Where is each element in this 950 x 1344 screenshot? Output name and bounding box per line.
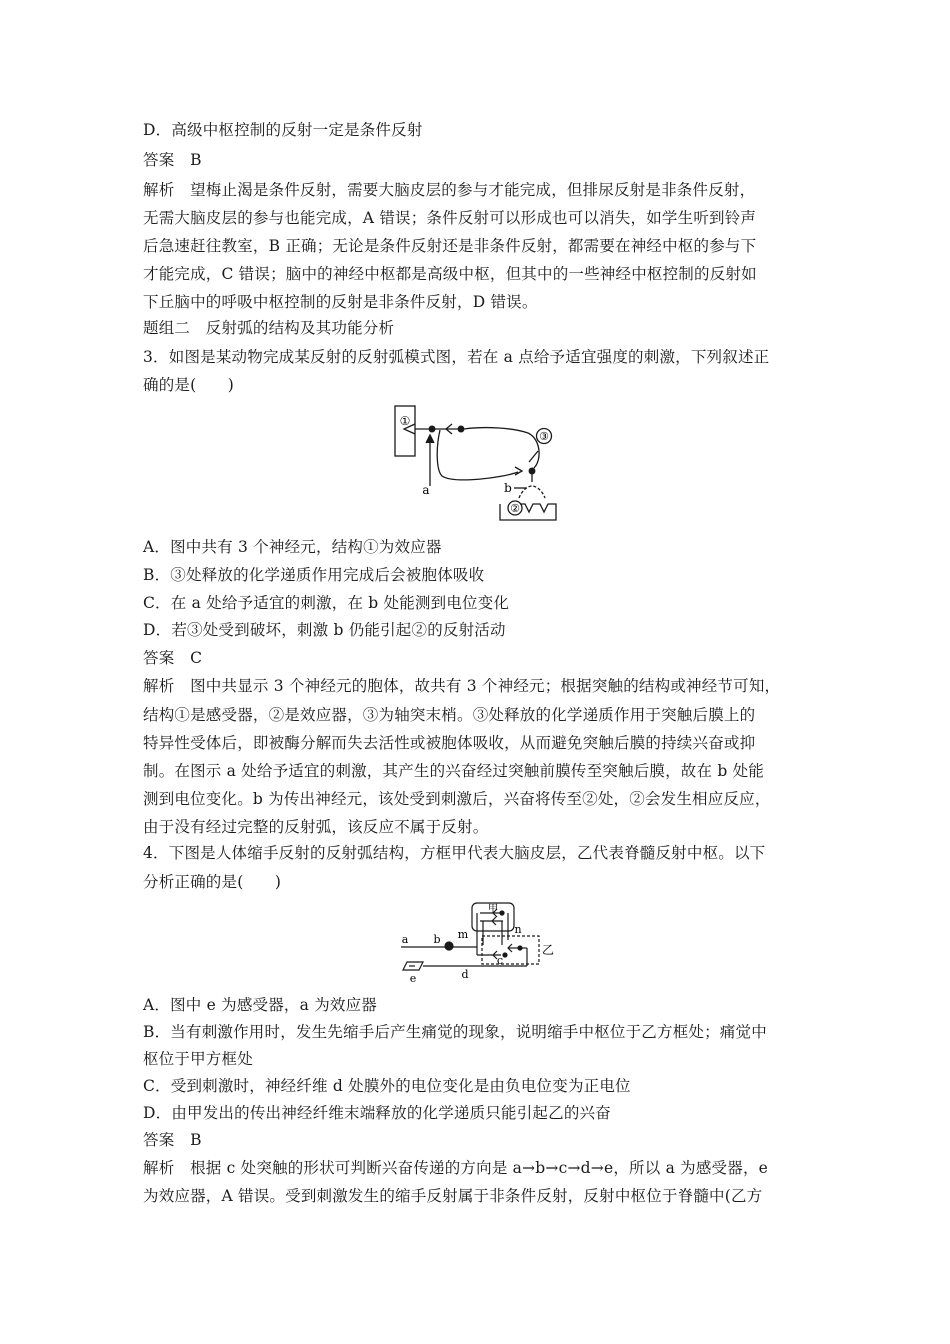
fig1-label-b: b (504, 481, 512, 495)
section-heading: 题组二 反射弧的结构及其功能分析 (143, 319, 395, 337)
analysis-q3-line1: 解析 图中共显示 3 个神经元的胞体，故共有 3 个神经元；根据突触的结构或神经节可知， (143, 677, 781, 695)
q4-option-b-line2: 枢位于甲方框处 (143, 1050, 253, 1068)
analysis-q3-line4: 制。在图示 a 处给予适宜的刺激，其产生的兴奋经过突触前膜传至突触后膜，故在 b 处能 (143, 762, 764, 780)
fig2-label-yi: 乙 (541, 943, 555, 957)
analysis-q4-line2: 为效应器，A 错误。受到刺激发生的缩手反射属于非条件反射，反射中枢位于脊髓中(乙方 (143, 1187, 763, 1205)
analysis-q3-line3: 特异性受体后，即被酶分解而失去活性或被胞体吸收，从而避免突触后膜的持续兴奋或抑 (143, 734, 756, 752)
fig1-label-3: ③ (539, 430, 549, 443)
q4-option-b-line1: B．当有刺激作用时，发生先缩手后产生痛觉的现象，说明缩手中枢位于乙方框处；痛觉中 (143, 1023, 767, 1041)
analysis-q3-line6: 由于没有经过完整的反射弧，该反应不属于反射。 (143, 818, 489, 836)
q4-option-d: D．由甲发出的传出神经纤维末端释放的化学递质只能引起乙的兴奋 (143, 1104, 611, 1122)
question-4-line2: 分析正确的是( ) (143, 873, 282, 891)
analysis-q2-line2: 无需大脑皮层的参与也能完成，A 错误；条件反射可以形成也可以消失，如学生听到铃声 (143, 209, 757, 227)
q3-option-c: C．在 a 处给予适宜的刺激，在 b 处能测到电位变化 (143, 594, 510, 612)
fig2-label-e: e (409, 972, 417, 985)
reflex-arc-figure-1 (390, 402, 565, 524)
option-d-q2: D．高级中枢控制的反射一定是条件反射 (143, 121, 423, 139)
answer-q4: 答案 B (143, 1131, 202, 1149)
analysis-q2-line1: 解析 望梅止渴是条件反射，需要大脑皮层的参与才能完成，但排尿反射是非条件反射， (143, 181, 756, 199)
reflex-arc-figure-2 (393, 900, 568, 985)
analysis-q2-line4: 才能完成，C 错误；脑中的神经中枢都是高级中枢，但其中的一些神经中枢控制的反射如 (143, 265, 757, 283)
fig2-label-a: a (401, 933, 409, 946)
question-4-line1: 4．下图是人体缩手反射的反射弧结构，方框甲代表大脑皮层，乙代表脊髓反射中枢。以下 (143, 844, 766, 862)
question-3-line1: 3．如图是某动物完成某反射的反射弧模式图，若在 a 点给予适宜强度的刺激，下列叙述正 (143, 348, 770, 366)
q3-option-a: A．图中共有 3 个神经元，结构①为效应器 (143, 538, 442, 556)
q3-option-d: D．若③处受到破坏，刺激 b 仍能引起②的反射活动 (143, 621, 506, 639)
answer-q3: 答案 C (143, 649, 203, 667)
q4-option-c: C．受到刺激时，神经纤维 d 处膜外的电位变化是由负电位变为正电位 (143, 1077, 631, 1095)
fig2-label-jia: 甲 (488, 904, 498, 915)
fig1-label-a: a (422, 483, 430, 497)
answer-q2: 答案 B (143, 151, 202, 169)
analysis-q2-line3: 后急速赶往教室，B 正确；无论是条件反射还是非条件反射，都需要在神经中枢的参与下 (143, 237, 757, 255)
fig2-label-b: b (433, 933, 441, 946)
analysis-q4-line1: 解析 根据 c 处突触的形状可判断兴奋传递的方向是 a→b→c→d→e，所以 a 为感受器，e (143, 1159, 769, 1177)
analysis-q2-line5: 下丘脑中的呼吸中枢控制的反射是非条件反射，D 错误。 (143, 293, 538, 311)
analysis-q3-line5: 测到电位变化。b 为传出神经元，该处受到刺激后，兴奋将传至②处，②会发生相应反应， (143, 790, 771, 808)
analysis-q3-line2: 结构①是感受器，②是效应器，③为轴突末梢。③处释放的化学递质作用于突触后膜上的 (143, 706, 756, 724)
fig2-label-c: c (496, 954, 504, 967)
q4-option-a: A．图中 e 为感受器，a 为效应器 (143, 996, 377, 1014)
question-3-line2: 确的是( ) (143, 376, 234, 394)
fig1-label-1: ① (399, 414, 411, 428)
fig2-label-n: n (514, 923, 522, 936)
q3-option-b: B．③处释放的化学递质作用完成后会被胞体吸收 (143, 566, 485, 584)
fig1-label-2: ② (510, 502, 520, 515)
fig2-label-d: d (461, 968, 469, 981)
fig2-label-m: m (457, 928, 469, 941)
